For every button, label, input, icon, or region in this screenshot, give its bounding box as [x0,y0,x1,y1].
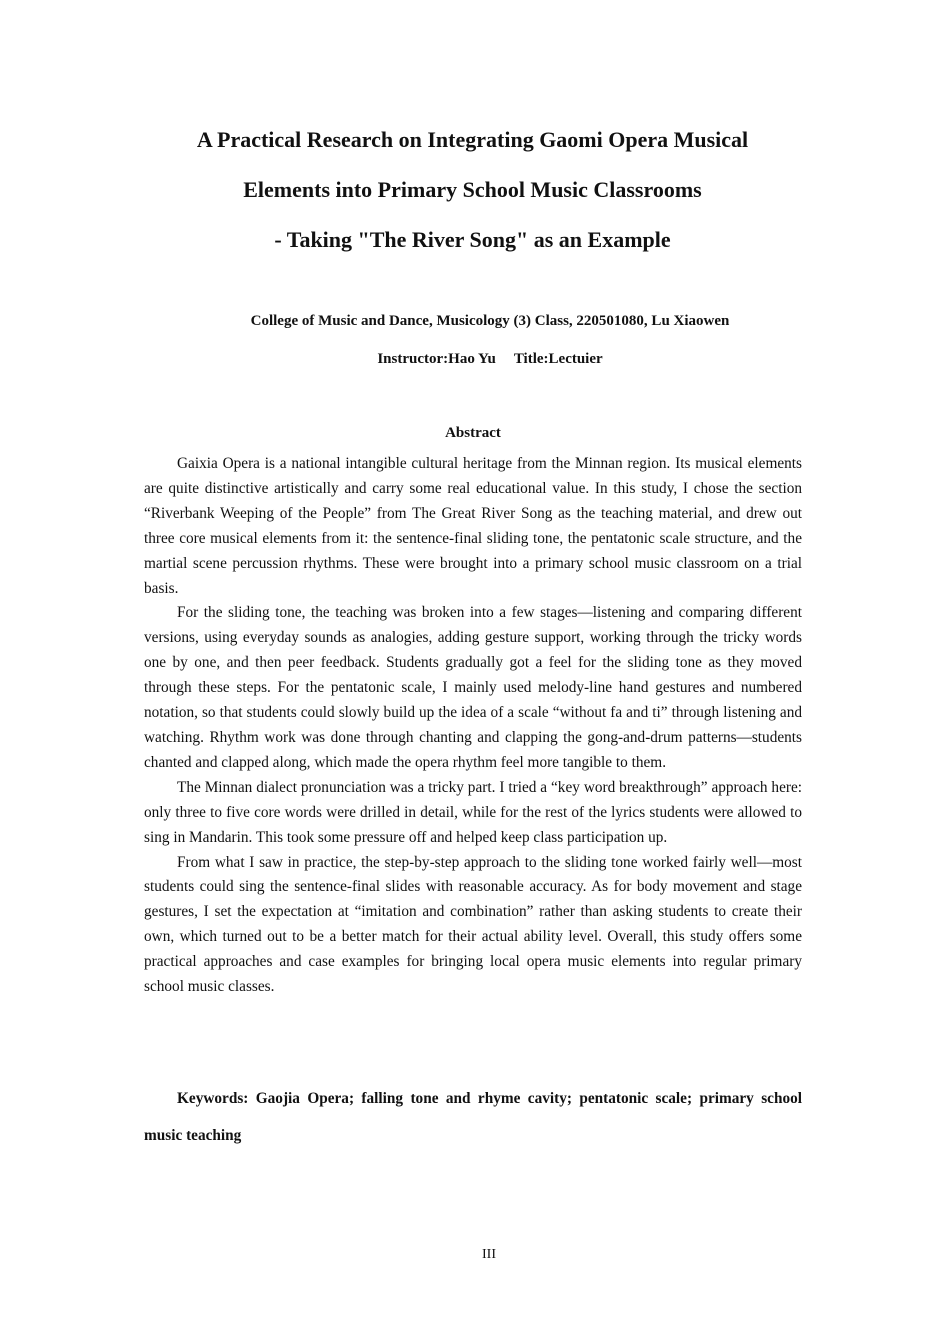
instructor-title: Title:Lectuier [513,351,603,367]
instructor-name: Instructor:Hao Yu [377,351,496,367]
abstract-paragraph: From what I saw in practice, the step-by-step approach to the sliding tone worked fairly well—most students could sing the sentence-final slides with reasonable accuracy. As for body movement and stage gestures, I set the expectation at “imitation and combination” rather than asking students to create their own, which turned out to be a better match for their actual ability level. Overall, this study offers some practical approaches and case examples for bringing local opera music elements into regular primary school music classes. [144,853,802,996]
abstract-paragraph: For the sliding tone, the teaching was broken into a few stages—listening and comparing different versions, using everyday sounds as analogies, adding gesture support, working through the tricky words one by one, and then peer feedback. Students gradually got a feel for the sliding tone as they moved through these steps. For the pentatonic scale, I mainly used melody-line hand gestures and numbered notation, so that students could slowly build up the idea of a scale “without fa and ti” through listening and watching. Rhythm work was done through chanting and clapping the gong-and-drum patterns—students chanted and clapped along, which made the opera rhythm feel more tangible to them. [144,604,802,771]
title-line-2: Elements into Primary School Music Classrooms [243,177,702,202]
title-line-1: A Practical Research on Integrating Gaomi Opera Musical [196,127,749,152]
instructor-line [120,349,860,369]
subtitle: - Taking "The River Song" as an Example [274,227,671,252]
abstract-paragraph: Gaixia Opera is a national intangible cultural heritage from the Minnan region. Its musical elements are quite distinctive artistically and carry some real educational value. In this study, I chose the section “Riverbank Weeping of the People” from The Great River Song as the teaching material, and drew out three core musical elements from it: the sentence-final sliding tone, the pentatonic scale structure, and the martial scene percussion rhythms. These were brought into a primary school music classroom on a trial basis. [144,455,802,597]
abstract-paragraph: The Minnan dialect pronunciation was a tricky part. I tried a “key word breakthrough” approach here: only three to five core words were drilled in detail, while for the rest of the lyrics students were allowed to sing in Mandarin. This took some pressure off and helped keep class participation up. [144,778,802,846]
keywords: Keywords: Gaojia Opera; falling tone and rhyme cavity; pentatonic scale; primary school music teaching [144,1090,802,1144]
abstract-body [144,452,802,1000]
abstract-heading: Abstract [445,425,501,441]
author-line: College of Music and Dance, Musicology (3) Class, 220501080, Lu Xiaowen [250,313,730,329]
page-number: III [482,1247,496,1262]
